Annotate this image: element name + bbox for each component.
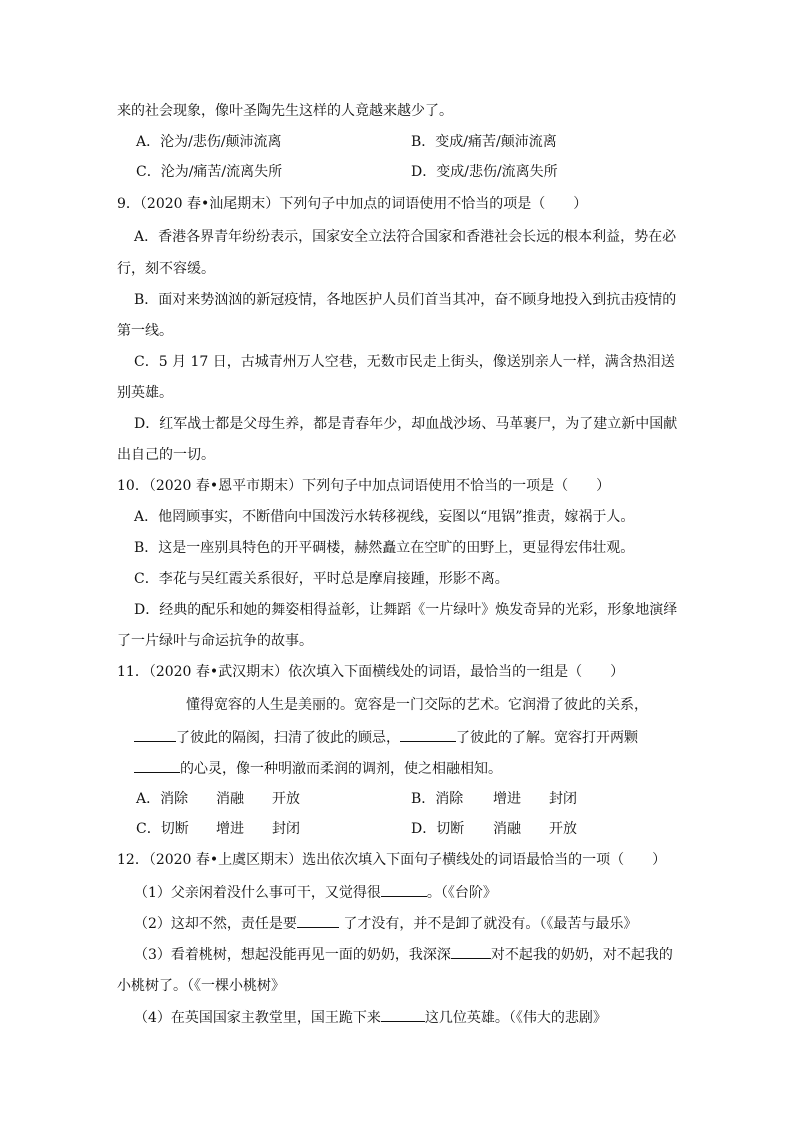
- q12-sentence-3-line2: 小桃树了。（《一棵小桃树》: [117, 978, 285, 994]
- q12-blank-1: [381, 882, 427, 897]
- q9-option-a-line2: 行，刻不容缓。: [117, 261, 215, 277]
- q9-stem: 9．（2020 春•汕尾期末）下列句子中加点的词语使用不恰当的项是（ ）: [117, 196, 588, 212]
- q11-option-a: A．消除 消融 开放: [136, 791, 300, 807]
- q9-option-d-line1: D．红军战士都是父母生养，都是青春年少，却血战沙场、马革裹尸，为了建立新中国献: [134, 416, 678, 432]
- q11-passage-line3: 的心灵，像一种明澈而柔润的调剂，使之相融相知。: [134, 758, 502, 778]
- q10-stem: 10．（2020 春•恩平市期末）下列句子中加点词语使用不恰当的一项是（ ）: [117, 478, 611, 494]
- q9-option-b-line1: B．面对来势汹汹的新冠疫情，各地医护人员们首当其冲，奋不顾身地投入到抗击疫情的: [134, 292, 677, 308]
- q9-option-c-line1: C．5 月 17 日，古城青州万人空巷，无数市民走上街头，像送别亲人一样，满含热泪送: [134, 354, 675, 370]
- q8-option-c: C．沦为/痛苦/流离失所: [136, 164, 283, 180]
- q12-sentence-3-line1: （3）看着桃树，想起没能再见一面的奶奶，我深深 对不起我的奶奶，对不起我的: [134, 944, 673, 964]
- q8-option-d: D．变成/悲伤/流离失所: [411, 164, 558, 180]
- q11-option-d: D．切断 消融 开放: [411, 821, 577, 837]
- q12-sentence-2: （2）这却不然，责任是要 了才没有，并不是卸了就没有。（《最苦与最乐》: [134, 913, 637, 933]
- q10-option-c: C．李花与吴红霞关系很好，平时总是摩肩接踵，形影不离。: [134, 571, 509, 587]
- q12-blank-4: [381, 1007, 425, 1022]
- q12-blank-2: [297, 913, 339, 928]
- q11-blank-2: [400, 727, 456, 742]
- q12-sentence-4: （4）在英国国家主教堂里，国王跪下来 这几位英雄。（《伟大的悲剧》: [134, 1007, 607, 1027]
- q8-option-a: A．沦为/悲伤/颠沛流离: [136, 134, 282, 150]
- q11-option-c: C．切断 增进 封闭: [136, 821, 300, 837]
- q10-option-d-line1: D．经典的配乐和她的舞姿相得益彰，让舞蹈《一片绿叶》焕发奇异的光彩，形象地演绎: [134, 602, 678, 618]
- q12-stem: 12．（2020 春•上虞区期末）选出依次填入下面句子横线处的词语最恰当的一项（ ）: [117, 852, 667, 868]
- q8-option-b: B．变成/痛苦/颠沛流离: [411, 134, 557, 150]
- q9-option-b-line2: 第一线。: [117, 323, 173, 339]
- q12-sentence-1: （1）父亲闲着没什么事可干，又觉得很 。（《台阶》: [134, 882, 497, 902]
- q10-option-d-line2: 了一片绿叶与命运抗争的故事。: [117, 633, 313, 649]
- q11-option-b: B．消除 增进 封闭: [411, 791, 577, 807]
- q8-stem-tail: 来的社会现象，像叶圣陶先生这样的人竟越来越少了。: [117, 103, 453, 119]
- q10-option-b: B．这是一座别具特色的开平碉楼，赫然矗立在空旷的田野上，更显得宏伟壮观。: [134, 540, 635, 556]
- q9-option-d-line2: 出自己的一切。: [117, 447, 215, 463]
- q12-blank-3: [451, 944, 491, 959]
- q11-blank-1: [134, 727, 176, 742]
- q11-passage-line2: 了彼此的隔阂，扫清了彼此的顾忌， 了彼此的了解。宽容打开两颗: [134, 727, 638, 747]
- q9-option-a-line1: A．香港各界青年纷纷表示，国家安全立法符合国家和香港社会长远的根本利益，势在必: [134, 229, 677, 245]
- q9-option-c-line2: 别英雄。: [117, 385, 173, 401]
- q11-passage-line1: 懂得宽容的人生是美丽的。宽容是一门交际的艺术。它润滑了彼此的关系，: [186, 697, 648, 713]
- q10-option-a: A．他罔顾事实，不断借向中国泼污水转移视线，妄图以“甩锅”推责，嫁祸于人。: [134, 509, 635, 525]
- q11-blank-3: [134, 758, 180, 773]
- q11-stem: 11．（2020 春•武汉期末）依次填入下面横线处的词语，最恰当的一组是（ ）: [117, 664, 625, 680]
